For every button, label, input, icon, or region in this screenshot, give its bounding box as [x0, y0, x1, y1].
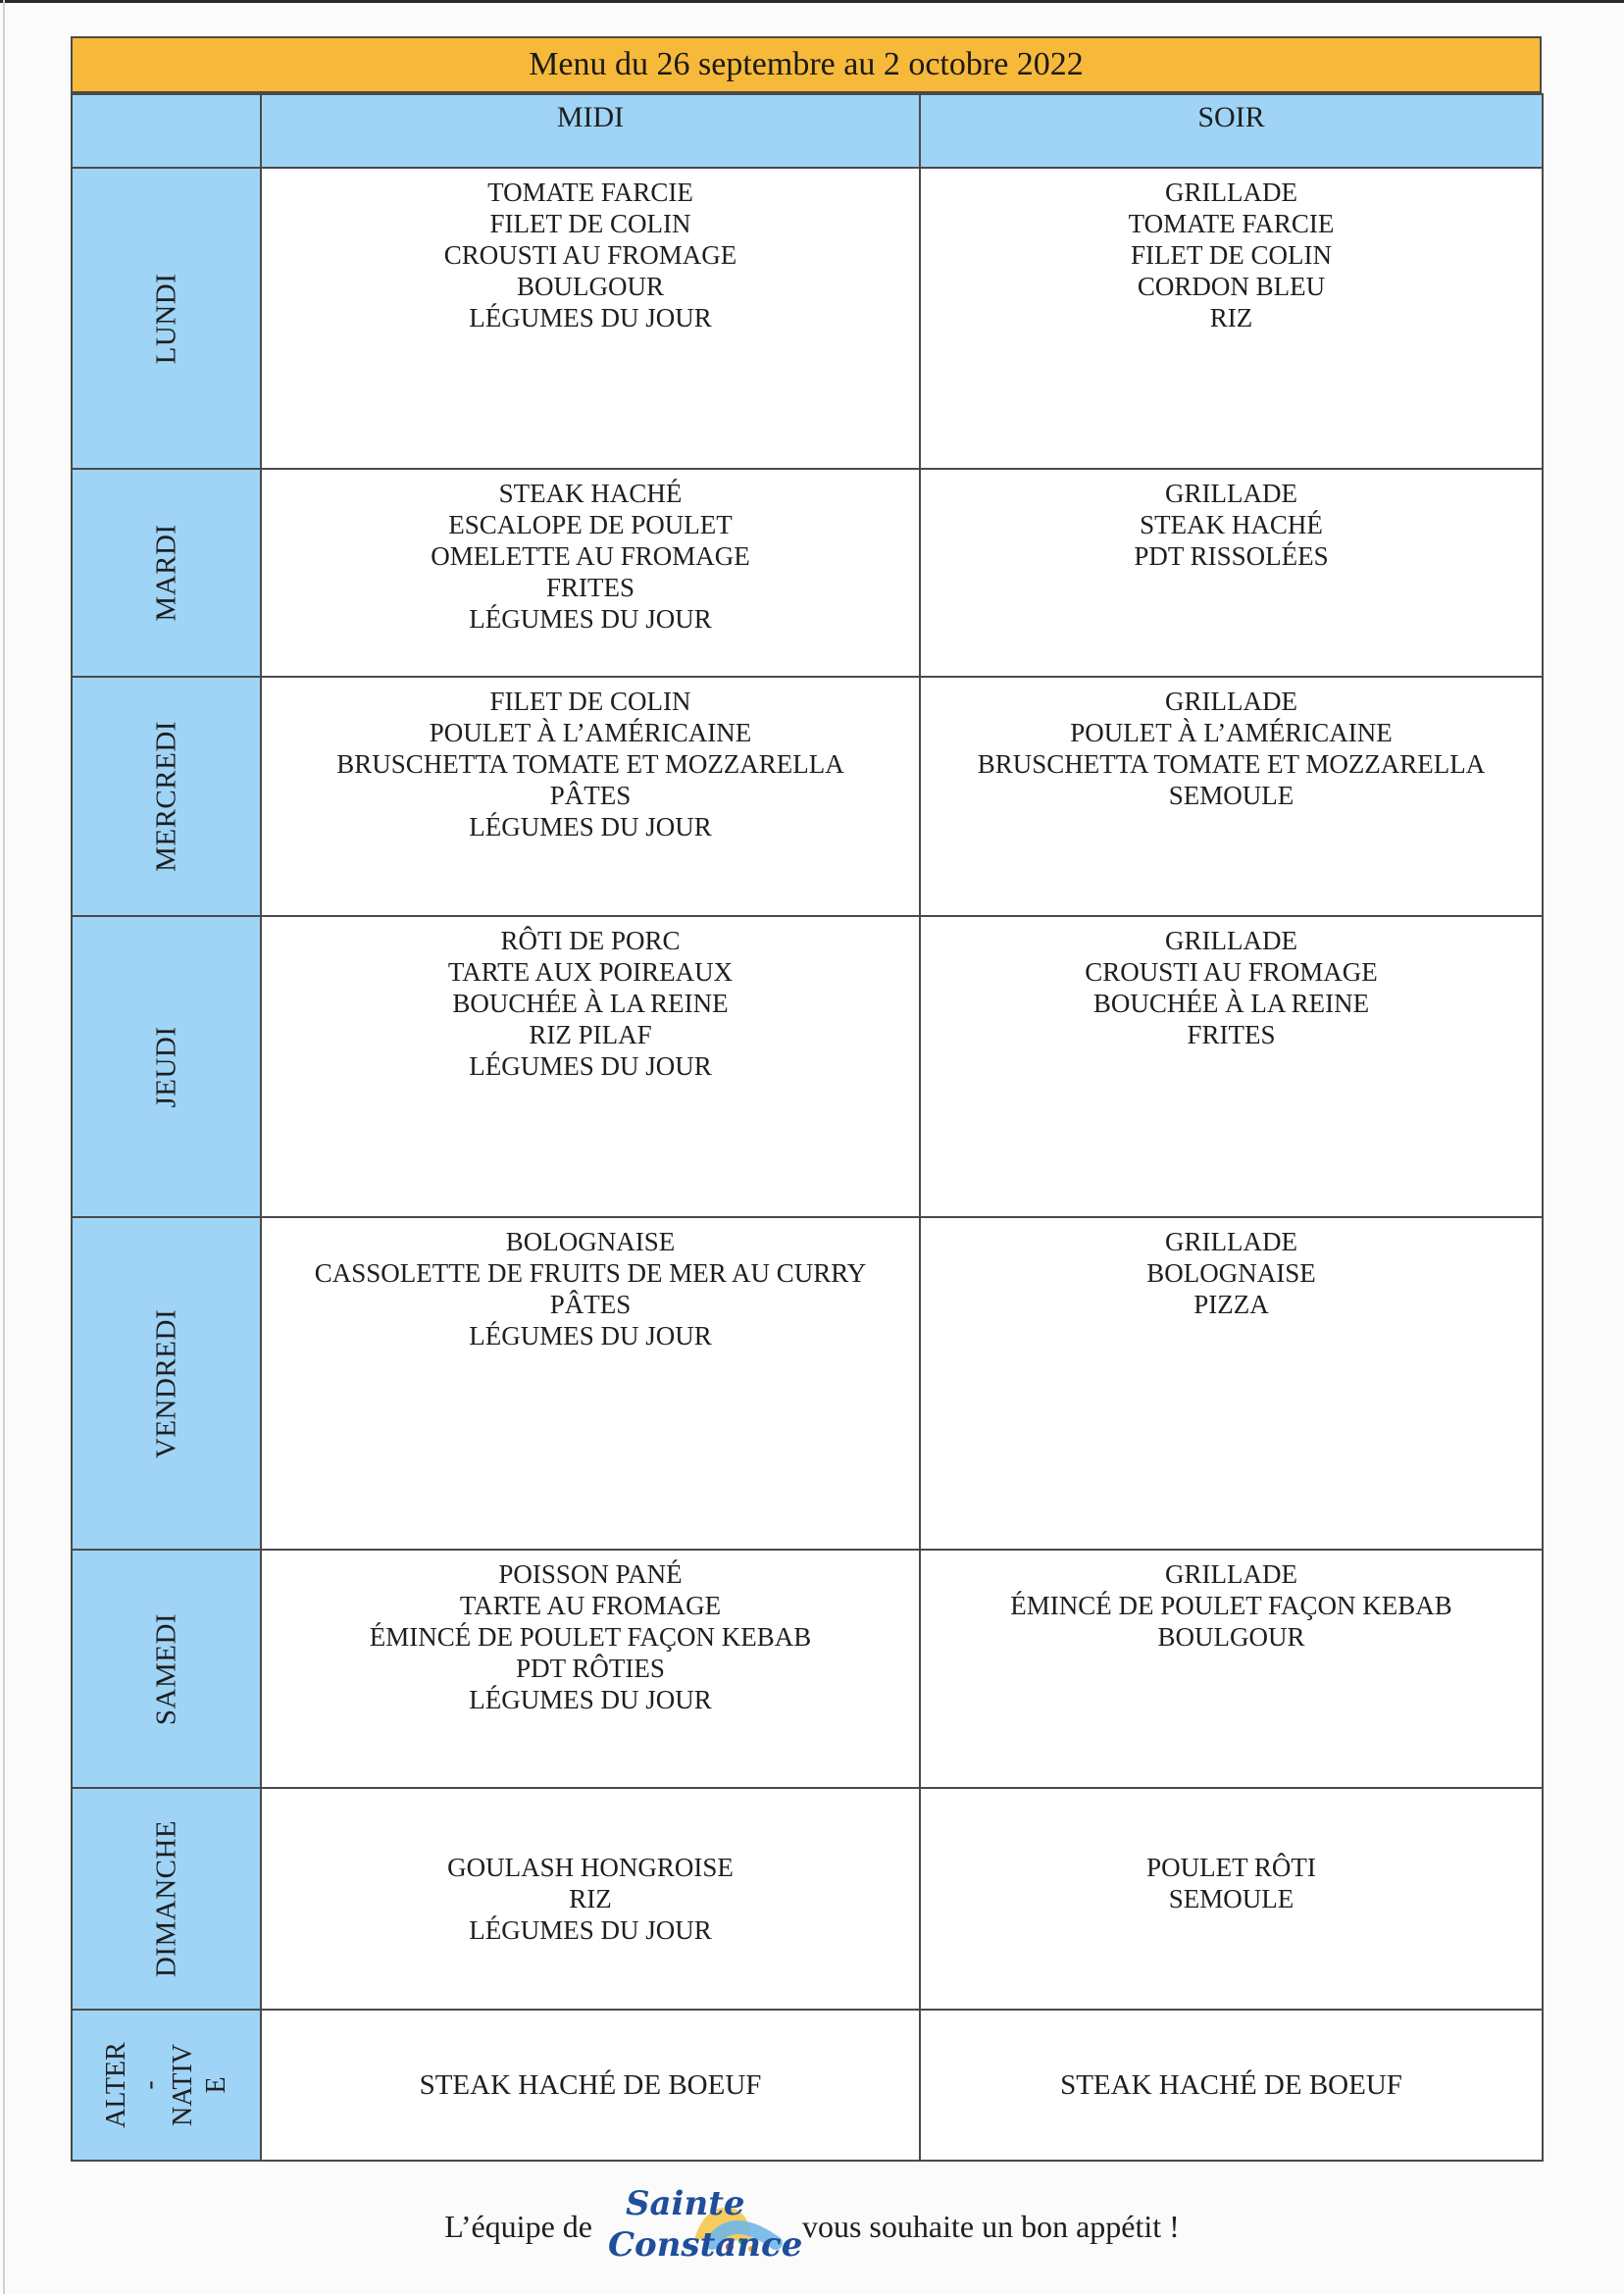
dish-item: LÉGUMES DU JOUR [469, 1685, 712, 1714]
midi-cell [261, 469, 920, 677]
soir-cell [920, 1788, 1543, 2010]
soir-cell [920, 168, 1543, 469]
dish-item: BOLOGNAISE [505, 1227, 676, 1256]
dish-item: RIZ [569, 1884, 612, 1913]
day-cell [72, 677, 261, 916]
dish-item: FILET DE COLIN [1131, 240, 1332, 270]
dish-item: PIZZA [1193, 1290, 1269, 1319]
midi-cell [261, 677, 920, 916]
soir-cell [920, 1217, 1543, 1550]
dish-item: PDT RÔTIES [516, 1654, 665, 1683]
dish-item: STEAK HACHÉ [498, 479, 683, 508]
dish-item: CASSOLETTE DE FRUITS DE MER AU CURRY [314, 1258, 867, 1288]
dish-item: POULET À L’AMÉRICAINE [1070, 718, 1393, 747]
menu-sheet [71, 36, 1542, 2162]
dish-item: ÉMINCÉ DE POULET FAÇON KEBAB [1010, 1591, 1452, 1620]
dish-item: ÉMINCÉ DE POULET FAÇON KEBAB [369, 1622, 812, 1652]
day-cell [72, 1217, 261, 1550]
dish-item: GRILLADE [1165, 926, 1297, 955]
dish-item: FRITES [1187, 1020, 1276, 1049]
day-row-mercredi [72, 677, 1543, 916]
dish-item: LÉGUMES DU JOUR [469, 1321, 712, 1351]
dish-item: CORDON BLEU [1137, 272, 1326, 301]
dish-item: LÉGUMES DU JOUR [469, 303, 712, 332]
midi-cell [261, 168, 920, 469]
soir-cell [920, 916, 1543, 1217]
dish-item: GRILLADE [1165, 1227, 1297, 1256]
day-cell [72, 168, 261, 469]
dish-item: TARTE AUX POIREAUX [447, 957, 734, 987]
day-label: VENDREDI [150, 1308, 181, 1458]
day-label: MARDI [150, 524, 181, 622]
midi-cell [261, 916, 920, 1217]
dish-item: STEAK HACHÉ [1140, 510, 1323, 539]
scan-left-edge [3, 0, 5, 2294]
day-label: JEUDI [150, 1025, 181, 1108]
dish-item: CROUSTI AU FROMAGE [443, 240, 737, 270]
dish-item: BOULGOUR [516, 272, 664, 301]
dish-item: PÂTES [549, 1290, 632, 1319]
dish-item: LÉGUMES DU JOUR [469, 1915, 712, 1945]
day-cell [72, 1550, 261, 1788]
footer-text-before: L’équipe de [444, 2208, 592, 2244]
day-row-dimanche [72, 1788, 1543, 2010]
dish-item: LÉGUMES DU JOUR [469, 604, 712, 634]
menu-title: Menu du 26 septembre au 2 octobre 2022 [71, 36, 1542, 93]
day-label: MERCREDI [150, 721, 181, 872]
scan-top-edge [0, 0, 1624, 3]
day-label: SAMEDI [150, 1612, 181, 1725]
day-cell [72, 469, 261, 677]
day-row-vendredi [72, 1217, 1543, 1550]
logo-word-sainte: Sainte [625, 2184, 745, 2223]
logo-word-constance: Constance [607, 2225, 803, 2265]
dish-item: BRUSCHETTA TOMATE ET MOZZARELLA [336, 749, 844, 779]
day-row-samedi [72, 1550, 1543, 1788]
dish-item: RÔTI DE PORC [500, 926, 681, 955]
dish-item: LÉGUMES DU JOUR [469, 1051, 712, 1081]
dish-item: FILET DE COLIN [489, 209, 691, 238]
day-row-mardi [72, 469, 1543, 677]
alternative-label: ALTER - NATIV E [100, 2042, 231, 2128]
dish-item: BOULGOUR [1157, 1622, 1305, 1652]
dish-item: SEMOULE [1168, 1884, 1294, 1913]
dish-item: POULET RÔTI [1146, 1853, 1316, 1882]
header-corner [72, 94, 261, 168]
sainte-constance-logo [604, 2182, 803, 2270]
dish-item: OMELETTE AU FROMAGE [431, 541, 750, 571]
day-row-jeudi [72, 916, 1543, 1217]
midi-cell [261, 1550, 920, 1788]
dish-item: GRILLADE [1165, 1559, 1297, 1589]
day-row-lundi [72, 168, 1543, 469]
dish-item: BOUCHÉE À LA REINE [452, 989, 729, 1018]
soir-cell [920, 677, 1543, 916]
dish-item: TARTE AU FROMAGE [459, 1591, 722, 1620]
dish-item: POULET À L’AMÉRICAINE [429, 718, 752, 747]
dish-item: ESCALOPE DE POULET [448, 510, 733, 539]
dish-item: CROUSTI AU FROMAGE [1085, 957, 1378, 987]
dish-item: TOMATE FARCIE [487, 178, 693, 207]
dish-item: BOLOGNAISE [1146, 1258, 1316, 1288]
midi-cell [261, 1788, 920, 2010]
column-header-midi: MIDI [261, 94, 920, 168]
dish-item: BOUCHÉE À LA REINE [1092, 989, 1370, 1018]
day-cell [72, 1788, 261, 2010]
dish-item: PÂTES [549, 781, 632, 810]
dish-item: PDT RISSOLÉES [1134, 541, 1329, 571]
dish-item: FRITES [545, 573, 635, 602]
dish-item: SEMOULE [1168, 781, 1294, 810]
day-cell [72, 916, 261, 1217]
dish-item: POISSON PANÉ [498, 1559, 683, 1589]
soir-cell [920, 1550, 1543, 1788]
menu-table [71, 93, 1544, 2162]
alternative-label-cell [72, 2010, 261, 2161]
dish-item: GRILLADE [1165, 479, 1297, 508]
footer [0, 2182, 1624, 2270]
day-label: LUNDI [150, 273, 181, 364]
midi-cell [261, 1217, 920, 1550]
header-row [72, 94, 1543, 168]
dish-item: GOULASH HONGROISE [447, 1853, 734, 1882]
soir-cell [920, 469, 1543, 677]
dish-item: FILET DE COLIN [489, 687, 691, 716]
dish-item: GRILLADE [1165, 178, 1297, 207]
alternative-row [72, 2010, 1543, 2161]
dish-item: RIZ [1209, 303, 1253, 332]
footer-text-after: vous souhaite un bon appétit ! [801, 2208, 1180, 2244]
alternative-midi-cell: STEAK HACHÉ DE BOEUF [261, 2010, 920, 2161]
dish-item: LÉGUMES DU JOUR [469, 812, 712, 841]
alternative-soir-cell: STEAK HACHÉ DE BOEUF [920, 2010, 1543, 2161]
dish-item: TOMATE FARCIE [1128, 209, 1335, 238]
dish-item: BRUSCHETTA TOMATE ET MOZZARELLA [977, 749, 1486, 779]
dish-item: RIZ PILAF [529, 1020, 652, 1049]
dish-item: GRILLADE [1165, 687, 1297, 716]
column-header-soir: SOIR [920, 94, 1543, 168]
day-label: DIMANCHE [150, 1819, 181, 1978]
